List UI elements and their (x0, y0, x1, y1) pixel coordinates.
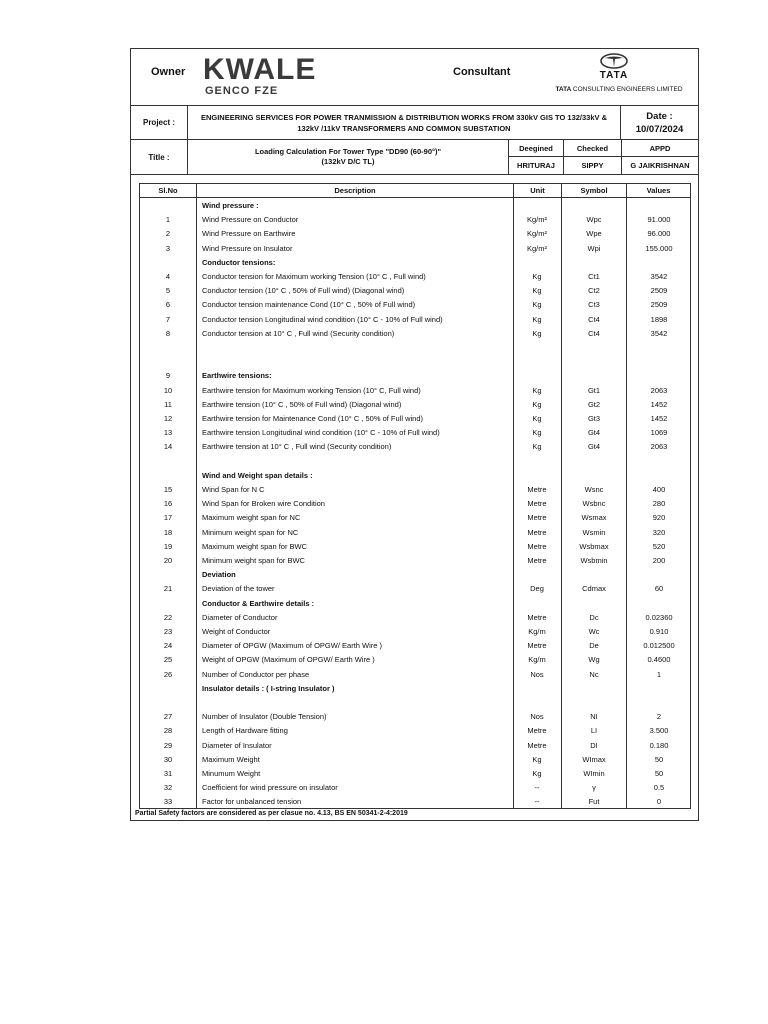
approved-by: G JAIKRISHNAN (630, 161, 690, 170)
cell-value: 0.4600 (647, 655, 671, 665)
table-row (140, 298, 690, 312)
table-row (140, 256, 690, 270)
tata-logo-fullname: TATA CONSULTING ENGINEERS LIMITED (555, 86, 683, 93)
tata-emblem-icon (599, 53, 629, 69)
cell-unit: Metre (527, 499, 547, 509)
cell-sl-no: 17 (163, 513, 173, 523)
cell-description: Wind Pressure on Insulator (202, 243, 293, 253)
date-value: 10/07/2024 (635, 123, 684, 135)
designed-by: HRITURAJ (509, 157, 564, 174)
cell-sl-no: 27 (163, 712, 173, 722)
cell-symbol: WImin (583, 769, 605, 778)
cell-sl-no: 12 (163, 414, 173, 423)
header-sl-no: Sl.No (158, 186, 178, 195)
cell-description: Maximum weight span for BWC (202, 541, 308, 551)
sheet-header (131, 49, 698, 106)
cell-description: Minimum weight span for NC (202, 527, 299, 537)
table-row (140, 795, 690, 809)
cell-description: Earthwire tension for Maintenance Cond (10° C , 50% of Full wind) (202, 414, 424, 423)
cell-description: Conductor tensions: (202, 257, 276, 267)
cell-symbol: Gt4 (587, 428, 601, 438)
cell-symbol: Ct4 (588, 314, 600, 324)
cell-value: 96.000 (647, 229, 671, 239)
cell-symbol: WImax (582, 754, 606, 764)
cell-value: 1 (656, 669, 662, 679)
table-row (140, 753, 690, 767)
cell-unit: Metre (527, 485, 547, 494)
cell-unit: Metre (527, 641, 547, 651)
table-row (140, 724, 690, 738)
cell-symbol: LI (590, 726, 598, 736)
cell-value: 2509 (650, 300, 668, 310)
cell-unit: Kg (532, 428, 542, 438)
cell-description: Length of Hardware fitting (202, 726, 288, 736)
cell-value: 320 (652, 527, 666, 537)
cell-unit: Metre (527, 513, 547, 523)
cell-unit: Metre (527, 726, 547, 736)
table-row (140, 526, 690, 540)
cell-description: Earthwire tension for Maximum working Tension (10° C, Full wind) (202, 385, 421, 395)
table-row (140, 313, 690, 327)
cell-unit: -- (534, 783, 540, 793)
cell-value: 0.180 (649, 740, 669, 750)
checked-label: Checked (564, 140, 622, 157)
cell-sl-no: 1 (165, 215, 171, 225)
checked-by: SIPPY (564, 157, 622, 174)
table-row (140, 412, 690, 426)
cell-description: Wind Pressure on Earthwire (202, 229, 296, 239)
table-row (140, 426, 690, 440)
cell-value: 400 (652, 485, 666, 494)
cell-unit: Kg/m (528, 627, 546, 636)
cell-value: 3542 (650, 272, 668, 281)
cell-value: 1452 (650, 414, 668, 423)
cell-description: Maximum Weight (202, 754, 260, 764)
owner-label: Owner (151, 66, 186, 78)
header-values: Values (646, 186, 671, 195)
cell-unit: Metre (527, 556, 547, 565)
cell-sl-no: 10 (163, 385, 173, 395)
cell-symbol: Gt4 (587, 442, 601, 452)
cell-value: 520 (652, 541, 666, 551)
title-text (188, 140, 509, 174)
cell-description: Earthwire tensions: (202, 371, 272, 381)
cell-sl-no: 3 (165, 243, 171, 253)
header-unit: Unit (530, 186, 545, 195)
cell-symbol: DI (590, 740, 598, 750)
cell-value: 60 (654, 584, 664, 594)
cell-symbol: Wsnc (584, 485, 604, 494)
cell-value: 0 (656, 797, 662, 807)
cell-description: Maximum weight span for NC (202, 513, 301, 523)
cell-unit: Metre (527, 541, 547, 551)
tata-logo-word: TATA (599, 70, 629, 81)
table-row (140, 242, 690, 256)
tata-logo (545, 53, 695, 101)
cell-description: Insulator details : ( I-string Insulator ) (202, 683, 335, 693)
cell-symbol: Cdmax (582, 584, 606, 594)
designed-label: Deegined (509, 140, 564, 157)
cell-symbol: Wsmax (581, 513, 607, 523)
cell-unit: Kg/m² (526, 215, 547, 225)
table-row (140, 696, 690, 710)
table-row (140, 369, 690, 383)
cell-description: Conductor tension at 10° C , Full wind (Security condition) (202, 328, 395, 338)
cell-sl-no: 19 (163, 541, 173, 551)
project-text (188, 106, 621, 139)
cell-sl-no: 30 (163, 754, 173, 764)
table-row (140, 568, 690, 582)
cell-unit: Kg/m² (526, 243, 547, 253)
cell-value: 2063 (650, 442, 668, 452)
cell-value: 1898 (650, 314, 668, 324)
cell-value: 1452 (650, 399, 668, 409)
project-row (131, 106, 698, 140)
cell-description: Earthwire tension (10° C , 50% of Full wind) (Diagonal wind) (202, 399, 402, 409)
cell-value: 1069 (650, 428, 668, 438)
cell-value: 50 (654, 754, 664, 764)
cell-symbol: Wsbmin (580, 556, 608, 565)
table-row (140, 270, 690, 284)
cell-sl-no: 5 (165, 286, 171, 296)
cell-description: Wind and Weight span details : (202, 470, 313, 480)
table-row (140, 781, 690, 795)
consultant-label: Consultant (453, 66, 511, 78)
cell-sl-no: 13 (163, 428, 173, 438)
calculation-sheet (130, 48, 699, 821)
cell-unit: Metre (527, 740, 547, 750)
table-row (140, 710, 690, 724)
project-text-line1: ENGINEERING SERVICES FOR POWER TRANMISSION & DISTRIBUTION WORKS FROM 330kV GIS TO 132/33kV & (200, 112, 608, 122)
cell-symbol: Gt1 (587, 385, 601, 395)
cell-unit: Kg (532, 328, 542, 338)
cell-description: Conductor tension (10° C , 50% of Full wind) (Diagonal wind) (202, 286, 405, 296)
header-description: Description (334, 186, 376, 195)
cell-symbol: γ (592, 783, 596, 793)
cell-symbol: Ct1 (588, 272, 600, 281)
cell-sl-no: 24 (163, 641, 173, 651)
cell-value: 200 (652, 556, 666, 565)
cell-unit: Kg (532, 314, 542, 324)
cell-sl-no: 29 (163, 740, 173, 750)
cell-sl-no: 16 (163, 499, 173, 509)
cell-unit: Kg/m (528, 655, 546, 665)
cell-sl-no: 15 (163, 485, 173, 494)
table-row (140, 653, 690, 667)
cell-value: 91.000 (647, 215, 671, 225)
cell-description: Conductor & Earthwire details : (202, 598, 315, 608)
cell-unit: Kg (532, 442, 542, 452)
cell-unit: Kg (532, 414, 542, 423)
cell-sl-no: 18 (163, 527, 173, 537)
cell-unit: Deg (530, 584, 544, 594)
cell-unit: Metre (527, 527, 547, 537)
table-row (140, 213, 690, 227)
table-row (140, 440, 690, 454)
cell-description: Number of Conductor per phase (202, 669, 310, 679)
cell-symbol: Gt2 (587, 399, 601, 409)
table-row (140, 739, 690, 753)
cell-value: 920 (652, 513, 666, 523)
cell-description: Conductor tension maintenance Cond (10° C , 50% of Full wind) (202, 300, 416, 310)
cell-sl-no: 8 (165, 328, 171, 338)
table-row (140, 611, 690, 625)
project-text-line2: 132kV /11kV TRANSFORMERS AND COMMON SUBSTATION (297, 123, 511, 133)
cell-description: Earthwire tension at 10° C , Full wind (Security condition) (202, 442, 392, 452)
title-text-line2: (132kV D/C TL) (321, 157, 375, 166)
cell-symbol: Gt3 (587, 414, 601, 423)
date-box (621, 106, 698, 139)
table-row (140, 455, 690, 469)
cell-value: 3.500 (649, 726, 669, 736)
cell-symbol: Ct2 (588, 286, 600, 296)
cell-sl-no: 28 (163, 726, 173, 736)
title-label: Title : (131, 140, 188, 174)
cell-symbol: Ct4 (588, 328, 600, 338)
cell-sl-no: 20 (163, 556, 173, 565)
cell-symbol: Fut (588, 797, 600, 807)
cell-sl-no: 14 (163, 442, 173, 452)
cell-sl-no: 9 (165, 371, 171, 381)
cell-unit: Metre (527, 612, 547, 622)
cell-symbol: Wpc (586, 215, 602, 225)
table-row (140, 341, 690, 355)
cell-description: Wind Span for Broken wire Condition (202, 499, 325, 509)
cell-description: Number of Insulator (Double Tension) (202, 712, 327, 722)
cell-sl-no: 7 (165, 314, 171, 324)
cell-value: 0.910 (649, 627, 669, 636)
cell-symbol: Wc (588, 627, 600, 636)
table-header (140, 184, 690, 198)
cell-sl-no: 21 (163, 584, 173, 594)
table-row (140, 511, 690, 525)
cell-unit: -- (534, 797, 540, 807)
cell-sl-no: 2 (165, 229, 171, 239)
cell-description: Earthwire tension Longitudinal wind condition (10° C - 10% of Full wind) (202, 428, 440, 438)
cell-unit: Kg (532, 272, 542, 281)
project-label: Project : (131, 106, 188, 139)
cell-description: Conductor tension for Maximum working Tension (10° C , Full wind) (202, 272, 426, 281)
table-row (140, 682, 690, 696)
cell-description: Wind Pressure on Conductor (202, 215, 299, 225)
cell-sl-no: 4 (165, 272, 171, 281)
table-row (140, 284, 690, 298)
cell-unit: Kg (532, 286, 542, 296)
cell-description: Minimum weight span for BWC (202, 556, 305, 565)
loading-parameters-table (139, 183, 691, 809)
cell-value: 3542 (650, 328, 668, 338)
cell-sl-no: 31 (163, 769, 173, 778)
cell-value: 50 (654, 769, 664, 778)
cell-unit: Kg/m² (526, 229, 547, 239)
table-row (140, 355, 690, 369)
cell-unit: Kg (532, 754, 542, 764)
cell-value: 2 (656, 712, 662, 722)
table-row (140, 540, 690, 554)
cell-unit: Kg (532, 769, 542, 778)
cell-sl-no: 33 (163, 797, 173, 807)
header-symbol: Symbol (580, 186, 608, 195)
table-row (140, 483, 690, 497)
cell-description: Coefficient for wind pressure on insulator (202, 783, 338, 793)
cell-symbol: Ct3 (588, 300, 600, 310)
cell-description: Conductor tension Longitudinal wind condition (10° C - 10% of Full wind) (202, 314, 443, 324)
cell-symbol: Wpe (586, 229, 602, 239)
cell-sl-no: 26 (163, 669, 173, 679)
table-row (140, 469, 690, 483)
cell-value: 2063 (650, 385, 668, 395)
table-row (140, 554, 690, 568)
cell-value: 2509 (650, 286, 668, 296)
cell-symbol: Wsbnc (582, 499, 606, 509)
cell-description: Deviation (202, 570, 236, 580)
title-text-line1: Loading Calculation For Tower Type "DD90 (60-90°)" (254, 147, 442, 156)
cell-symbol: Wsmin (582, 527, 606, 537)
cell-sl-no: 22 (163, 612, 173, 622)
cell-symbol: Dc (589, 612, 599, 622)
approved-label: APPD (622, 140, 698, 157)
cell-symbol: Nc (589, 669, 599, 679)
kwale-genco-logo (203, 55, 323, 99)
cell-description: Diameter of Conductor (202, 612, 278, 622)
table-row (140, 582, 690, 596)
cell-description: Weight of OPGW (Maximum of OPGW/ Earth Wire ) (202, 655, 375, 665)
cell-symbol: Wpi (587, 243, 601, 253)
cell-description: Minumum Weight (202, 769, 261, 778)
cell-description: Wind pressure : (202, 201, 259, 210)
table-row (140, 384, 690, 398)
cell-symbol: NI (590, 712, 598, 722)
table-row (140, 199, 690, 213)
cell-value: 0.02360 (645, 612, 673, 622)
cell-sl-no: 23 (163, 627, 173, 636)
cell-description: Deviation of the tower (202, 584, 275, 594)
cell-sl-no: 25 (163, 655, 173, 665)
cell-sl-no: 11 (164, 399, 172, 409)
cell-description: Weight of Conductor (202, 627, 271, 636)
cell-unit: Nos (530, 712, 544, 722)
title-row (131, 140, 698, 175)
cell-unit: Nos (530, 669, 544, 679)
date-label: Date : (646, 110, 673, 122)
cell-description: Wind Span for N C (202, 485, 265, 494)
table-row (140, 639, 690, 653)
cell-value: 155.000 (645, 243, 673, 253)
table-row (140, 597, 690, 611)
table-row (140, 327, 690, 341)
cell-sl-no: 6 (165, 300, 171, 310)
table-row (140, 767, 690, 781)
cell-unit: Kg (532, 399, 542, 409)
cell-description: Factor for unbalanced tension (202, 797, 302, 807)
footer-note: Partial Safety factors are considered as per clasue no. 4.13, BS EN 50341-2-4:2019 (135, 810, 408, 817)
table-row (140, 398, 690, 412)
cell-unit: Kg (532, 300, 542, 310)
cell-symbol: Wg (588, 655, 600, 665)
cell-value: 0.012500 (643, 641, 675, 651)
kwale-logo-subtext: GENCO FZE (205, 85, 279, 97)
cell-description: Diameter of Insulator (202, 740, 272, 750)
cell-sl-no: 32 (163, 783, 173, 793)
cell-value: 0.5 (653, 783, 665, 793)
cell-value: 280 (652, 499, 666, 509)
cell-description: Diameter of OPGW (Maximum of OPGW/ Earth Wire ) (202, 641, 383, 651)
kwale-logo-text: KWALE (203, 53, 317, 86)
table-row (140, 227, 690, 241)
table-row (140, 625, 690, 639)
cell-symbol: De (589, 641, 599, 651)
table-row (140, 668, 690, 682)
cell-symbol: Wsbmax (579, 541, 609, 551)
table-row (140, 497, 690, 511)
cell-unit: Kg (532, 385, 542, 395)
